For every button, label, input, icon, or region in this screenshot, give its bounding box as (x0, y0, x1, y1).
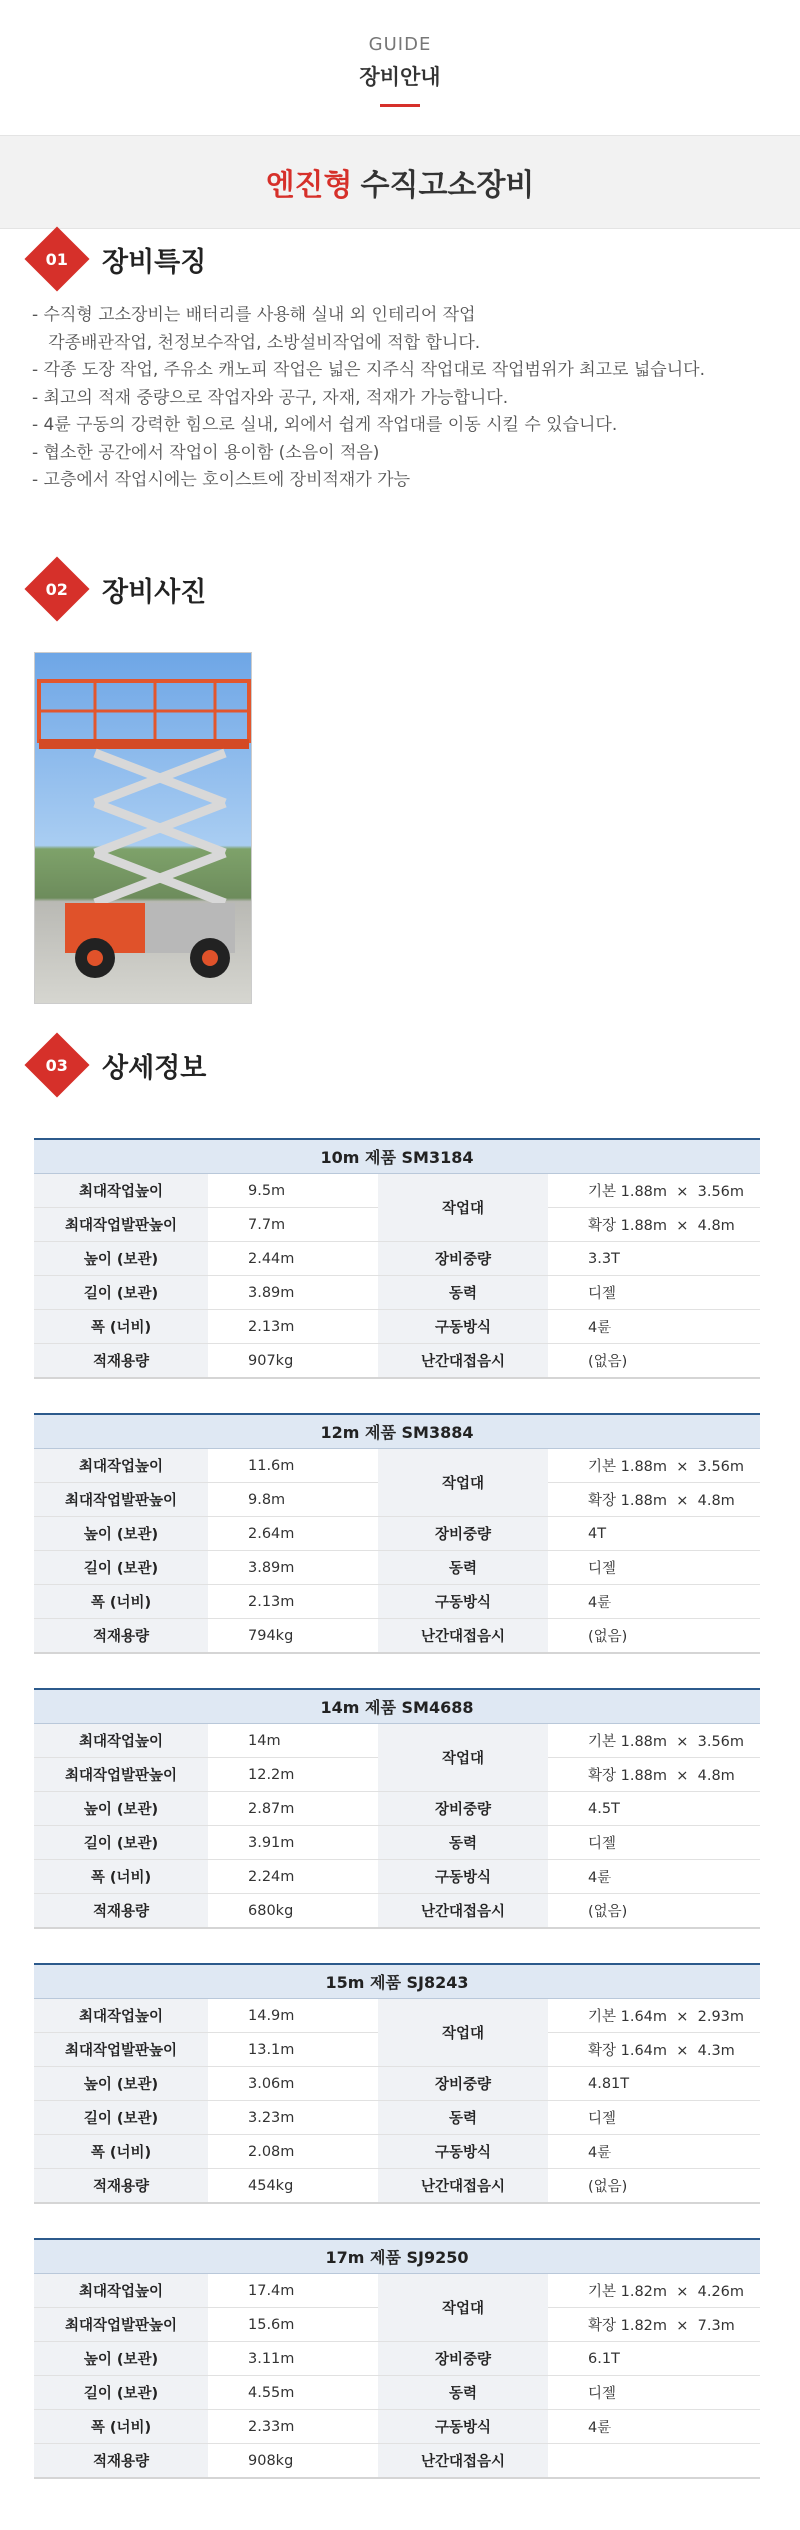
label-capacity: 적재용량 (34, 1619, 208, 1654)
value-platform-basic: 기본 1.88m × 3.56m (548, 1174, 760, 1208)
value-platform-basic: 기본 1.64m × 2.93m (548, 1999, 760, 2033)
label-drive: 구동방식 (378, 2135, 548, 2169)
label-platform: 작업대 (378, 1174, 548, 1242)
value-weight: 4.81T (548, 2067, 760, 2101)
value-weight: 4.5T (548, 1792, 760, 1826)
value-max-platform: 12.2m (208, 1758, 378, 1792)
feature-item: - 협소한 공간에서 작업이 용이함 (소음이 적음) (32, 442, 380, 463)
value-length: 3.89m (208, 1276, 378, 1310)
label-length: 길이 (보관) (34, 2376, 208, 2410)
value-capacity: 454kg (208, 2169, 378, 2204)
feature-item: - 최고의 적재 중량으로 작업자와 공구, 자재, 적재가 가능합니다. (32, 387, 509, 408)
feature-item: - 고층에서 작업시에는 호이스트에 장비적재가 가능 (32, 470, 411, 490)
value-width: 2.24m (208, 1860, 378, 1894)
value-length: 3.89m (208, 1551, 378, 1585)
value-drive: 4륜 (548, 1585, 760, 1619)
value-railing: (없음) (548, 2169, 760, 2204)
section-photo-heading (30, 566, 206, 612)
value-drive: 4륜 (548, 1310, 760, 1344)
label-width: 폭 (너비) (34, 1860, 208, 1894)
value-drive: 4륜 (548, 2410, 760, 2444)
value-power: 디젤 (548, 2376, 760, 2410)
value-height: 2.87m (208, 1792, 378, 1826)
section-title: 장비특징 (102, 246, 207, 278)
spec-table (34, 1138, 760, 1379)
value-width: 2.33m (208, 2410, 378, 2444)
label-platform: 작업대 (378, 1999, 548, 2067)
label-length: 길이 (보관) (34, 1551, 208, 1585)
value-max-height: 17.4m (208, 2274, 378, 2308)
label-capacity: 적재용량 (34, 2444, 208, 2479)
value-height: 3.11m (208, 2342, 378, 2376)
label-power: 동력 (378, 1276, 548, 1310)
label-max-height: 최대작업높이 (34, 1449, 208, 1483)
value-weight: 3.3T (548, 1242, 760, 1276)
label-width: 폭 (너비) (34, 2135, 208, 2169)
label-power: 동력 (378, 2376, 548, 2410)
label-railing: 난간대접음시 (378, 1894, 548, 1929)
feature-item: 각종배관작업, 천정보수작업, 소방설비작업에 적합 합니다. (32, 332, 481, 353)
value-width: 2.13m (208, 1585, 378, 1619)
feature-item: - 각종 도장 작업, 주유소 캐노피 작업은 넓은 지주식 작업대로 작업범위가 최고로 넓습니다. (32, 360, 705, 380)
value-capacity: 794kg (208, 1619, 378, 1654)
section-features-heading (30, 236, 206, 282)
label-railing: 난간대접음시 (378, 1344, 548, 1379)
value-height: 3.06m (208, 2067, 378, 2101)
section-title: 상세정보 (102, 1052, 207, 1084)
label-power: 동력 (378, 1826, 548, 1860)
value-length: 3.91m (208, 1826, 378, 1860)
section-number-badge: 03 (24, 1032, 89, 1097)
value-power: 디젤 (548, 1276, 760, 1310)
label-drive: 구동방식 (378, 1585, 548, 1619)
label-width: 폭 (너비) (34, 1310, 208, 1344)
label-power: 동력 (378, 2101, 548, 2135)
label-drive: 구동방식 (378, 2410, 548, 2444)
label-weight: 장비중량 (378, 1242, 548, 1276)
value-platform-ext: 확장 1.88m × 4.8m (548, 1758, 760, 1792)
label-max-platform: 최대작업발판높이 (34, 2033, 208, 2067)
value-railing: (없음) (548, 1894, 760, 1929)
value-platform-basic: 기본 1.82m × 4.26m (548, 2274, 760, 2308)
label-max-platform: 최대작업발판높이 (34, 2308, 208, 2342)
label-height: 높이 (보관) (34, 1792, 208, 1826)
spec-table (34, 2238, 760, 2479)
accent-divider (380, 104, 420, 107)
value-power: 디젤 (548, 1826, 760, 1860)
value-height: 2.64m (208, 1517, 378, 1551)
label-power: 동력 (378, 1551, 548, 1585)
value-max-height: 11.6m (208, 1449, 378, 1483)
label-max-platform: 최대작업발판높이 (34, 1758, 208, 1792)
product-title: 10m 제품 SM3184 (34, 1139, 760, 1174)
value-length: 4.55m (208, 2376, 378, 2410)
section-number-badge: 01 (24, 226, 89, 291)
feature-item: - 수직형 고소장비는 배터리를 사용해 실내 외 인테리어 작업 (32, 305, 476, 325)
label-drive: 구동방식 (378, 1860, 548, 1894)
feature-item: - 4륜 구동의 강력한 힘으로 실내, 외에서 쉽게 작업대를 이동 시킬 수 있습니다. (32, 415, 618, 435)
value-capacity: 680kg (208, 1894, 378, 1929)
label-capacity: 적재용량 (34, 1894, 208, 1929)
value-weight: 6.1T (548, 2342, 760, 2376)
label-platform: 작업대 (378, 1449, 548, 1517)
spec-table (34, 1963, 760, 2204)
value-railing: (없음) (548, 1344, 760, 1379)
value-drive: 4륜 (548, 2135, 760, 2169)
value-platform-ext: 확장 1.88m × 4.8m (548, 1483, 760, 1517)
label-width: 폭 (너비) (34, 2410, 208, 2444)
product-title: 15m 제품 SJ8243 (34, 1964, 760, 1999)
guide-header (0, 0, 800, 107)
value-max-platform: 13.1m (208, 2033, 378, 2067)
label-max-platform: 최대작업발판높이 (34, 1208, 208, 1242)
value-max-platform: 15.6m (208, 2308, 378, 2342)
label-railing: 난간대접음시 (378, 2444, 548, 2479)
value-power: 디젤 (548, 2101, 760, 2135)
value-max-height: 14m (208, 1724, 378, 1758)
label-height: 높이 (보관) (34, 2342, 208, 2376)
value-platform-basic: 기본 1.88m × 3.56m (548, 1449, 760, 1483)
label-railing: 난간대접음시 (378, 1619, 548, 1654)
label-railing: 난간대접음시 (378, 2169, 548, 2204)
value-platform-ext: 확장 1.82m × 7.3m (548, 2308, 760, 2342)
label-max-height: 최대작업높이 (34, 1174, 208, 1208)
title-main: 수직고소장비 (360, 168, 535, 203)
feature-list (32, 302, 705, 495)
value-capacity: 907kg (208, 1344, 378, 1379)
label-capacity: 적재용량 (34, 2169, 208, 2204)
page-title-band (0, 135, 800, 229)
value-max-height: 14.9m (208, 1999, 378, 2033)
label-height: 높이 (보관) (34, 1517, 208, 1551)
value-length: 3.23m (208, 2101, 378, 2135)
label-max-platform: 최대작업발판높이 (34, 1483, 208, 1517)
label-max-height: 최대작업높이 (34, 1724, 208, 1758)
label-length: 길이 (보관) (34, 1826, 208, 1860)
title-accent: 엔진형 (265, 168, 353, 203)
value-platform-ext: 확장 1.88m × 4.8m (548, 1208, 760, 1242)
label-height: 높이 (보관) (34, 1242, 208, 1276)
label-length: 길이 (보관) (34, 2101, 208, 2135)
section-number-badge: 02 (24, 556, 89, 621)
spec-table (34, 1413, 760, 1654)
label-capacity: 적재용량 (34, 1344, 208, 1379)
value-max-height: 9.5m (208, 1174, 378, 1208)
value-width: 2.08m (208, 2135, 378, 2169)
label-drive: 구동방식 (378, 1310, 548, 1344)
label-max-height: 최대작업높이 (34, 1999, 208, 2033)
label-max-height: 최대작업높이 (34, 2274, 208, 2308)
value-platform-ext: 확장 1.64m × 4.3m (548, 2033, 760, 2067)
label-weight: 장비중량 (378, 1517, 548, 1551)
label-height: 높이 (보관) (34, 2067, 208, 2101)
product-title: 14m 제품 SM4688 (34, 1689, 760, 1724)
product-title: 17m 제품 SJ9250 (34, 2239, 760, 2274)
value-power: 디젤 (548, 1551, 760, 1585)
value-drive: 4륜 (548, 1860, 760, 1894)
value-max-platform: 7.7m (208, 1208, 378, 1242)
scissor-lift-illustration (35, 653, 251, 1003)
value-height: 2.44m (208, 1242, 378, 1276)
label-weight: 장비중량 (378, 2067, 548, 2101)
spec-table (34, 1688, 760, 1929)
product-title: 12m 제품 SM3884 (34, 1414, 760, 1449)
label-weight: 장비중량 (378, 2342, 548, 2376)
section-spec-heading (30, 1042, 206, 1088)
value-capacity: 908kg (208, 2444, 378, 2479)
value-railing (548, 2444, 760, 2479)
value-platform-basic: 기본 1.88m × 3.56m (548, 1724, 760, 1758)
label-length: 길이 (보관) (34, 1276, 208, 1310)
label-platform: 작업대 (378, 1724, 548, 1792)
label-weight: 장비중량 (378, 1792, 548, 1826)
label-platform: 작업대 (378, 2274, 548, 2342)
section-title: 장비사진 (102, 576, 207, 608)
label-width: 폭 (너비) (34, 1585, 208, 1619)
guide-subtitle: 장비안내 (359, 65, 441, 89)
value-max-platform: 9.8m (208, 1483, 378, 1517)
guide-label: GUIDE (368, 34, 432, 55)
value-weight: 4T (548, 1517, 760, 1551)
equipment-photo (34, 652, 252, 1004)
value-width: 2.13m (208, 1310, 378, 1344)
value-railing: (없음) (548, 1619, 760, 1654)
